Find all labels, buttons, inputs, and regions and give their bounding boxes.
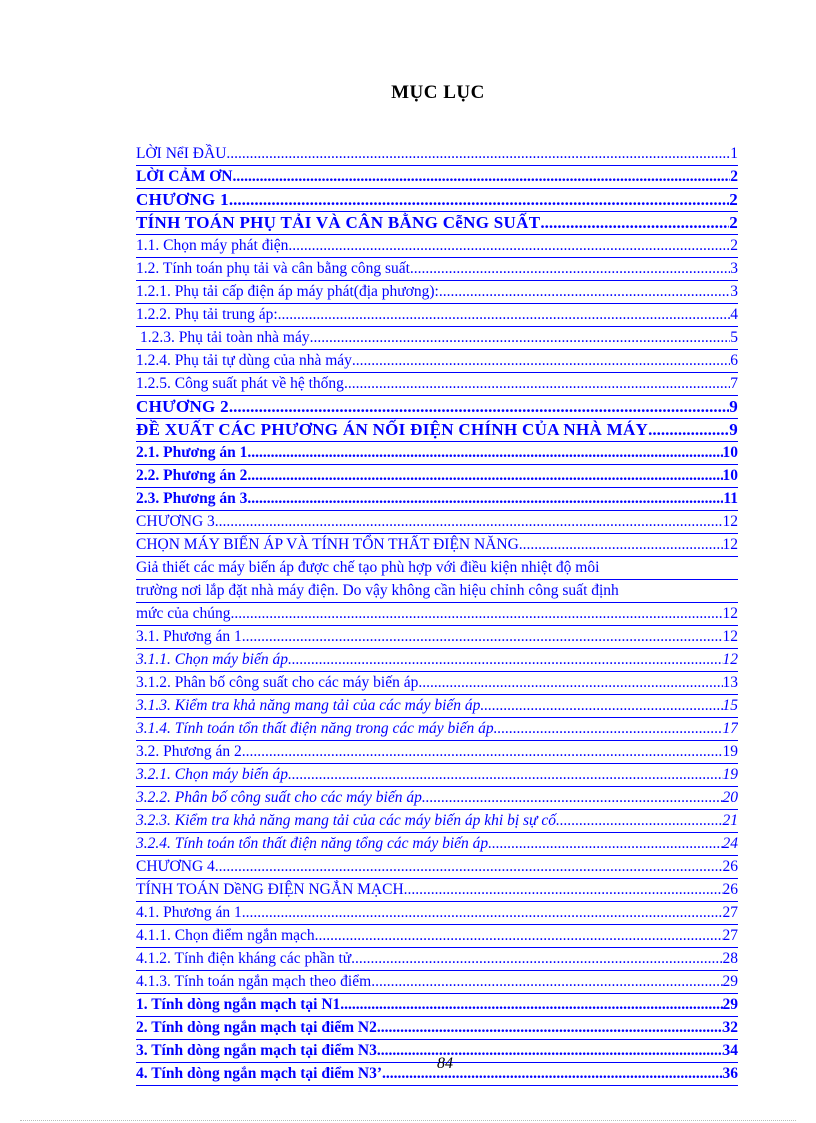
toc-entry-chapter-2-title[interactable] xyxy=(136,419,738,442)
page-title: MỤC LỤC xyxy=(391,82,485,103)
toc-label: CHƯƠNG 1 xyxy=(136,190,229,209)
toc-label: 3.1.1. Chọn máy biến áp xyxy=(136,651,288,668)
toc-leader xyxy=(422,787,723,809)
toc-leader xyxy=(229,189,729,211)
toc-page: 19 xyxy=(722,743,738,760)
paragraph-line-1: Giả thiết các máy biến áp được chế tạo phù hợp với điều kiện nhiệt độ môi xyxy=(136,557,738,580)
toc-leader xyxy=(371,971,722,993)
toc-label: mức của chúng. xyxy=(136,605,235,622)
toc-page: 27 xyxy=(722,927,738,944)
toc-page: 2 xyxy=(729,190,738,209)
toc-leader xyxy=(288,235,730,257)
toc-leader xyxy=(404,879,723,901)
toc-entry-2-1[interactable] xyxy=(136,442,738,465)
toc-leader xyxy=(480,695,722,717)
toc-leader xyxy=(648,419,729,441)
toc-label: 4.1.1. Chọn điểm ngắn mạch xyxy=(136,927,315,944)
toc-label: 3.1. Phương án 1 xyxy=(136,628,242,645)
toc-entry-chuong-1[interactable] xyxy=(136,189,738,212)
toc-page: 12 xyxy=(722,605,738,622)
toc-page: 2 xyxy=(730,237,738,254)
toc-label: CHƯƠNG 2 xyxy=(136,397,229,416)
toc-page: 12 xyxy=(722,651,738,668)
toc-page: 2 xyxy=(729,213,738,232)
paragraph-line-2: trường nơi lắp đặt nhà máy điện. Do vậy không cần hiệu chỉnh công suất định xyxy=(136,580,738,603)
toc-label: 4.1.2. Tính điện kháng các phần tử xyxy=(136,950,352,967)
toc-label: 4. Tính dòng ngắn mạch tại điểm N3’ xyxy=(136,1065,383,1082)
paragraph-line-3 xyxy=(136,603,738,626)
toc-leader xyxy=(351,948,722,970)
toc-leader xyxy=(242,741,723,763)
toc-page: 36 xyxy=(722,1065,738,1082)
toc-entry-chapter-3-title[interactable] xyxy=(136,534,738,557)
toc-leader xyxy=(215,511,723,533)
toc-entry-n2[interactable] xyxy=(136,1017,738,1040)
toc-page: 15 xyxy=(722,697,738,714)
toc-leader xyxy=(344,373,730,395)
toc-leader xyxy=(340,994,722,1016)
toc-page: 12 xyxy=(722,513,738,530)
toc-leader xyxy=(288,764,723,786)
toc-label: 2.3. Phương án 3 xyxy=(136,490,248,507)
toc-leader xyxy=(519,534,723,556)
toc-entry-assumption-paragraph[interactable] xyxy=(136,557,738,626)
toc-entry-4-1-3[interactable] xyxy=(136,971,738,994)
toc-entry-2-3[interactable] xyxy=(136,488,738,511)
toc-entry-loi-cam-on[interactable] xyxy=(136,166,738,189)
toc-label: CHƯƠNG 4 xyxy=(136,858,215,875)
toc-entry-4-1-1[interactable] xyxy=(136,925,738,948)
toc-leader xyxy=(247,488,723,510)
toc-label: 1. Tính dòng ngắn mạch tại N1 xyxy=(136,996,341,1013)
toc-page: 10 xyxy=(722,467,738,484)
toc-label: 1.2.3. Phụ tải toàn nhà máy xyxy=(140,329,310,346)
toc-leader xyxy=(288,649,723,671)
toc-label: 3.2. Phương án 2 xyxy=(136,743,242,760)
toc-label: CHƯƠNG 3 xyxy=(136,513,215,530)
toc-page: 12 xyxy=(722,536,738,553)
toc-leader xyxy=(215,856,723,878)
toc-page: 7 xyxy=(730,375,738,392)
page-bottom-divider xyxy=(20,1120,796,1121)
toc-label: 4.1.3. Tính toán ngắn mạch theo điểm xyxy=(136,973,372,990)
toc-leader xyxy=(488,833,722,855)
toc-entry-3-1[interactable] xyxy=(136,626,738,649)
toc-label: 2.1. Phương án 1 xyxy=(136,444,248,461)
toc-page: 3 xyxy=(730,283,738,300)
toc-leader xyxy=(226,143,730,165)
toc-leader xyxy=(234,603,722,625)
toc-page: 29 xyxy=(722,996,738,1013)
toc-page: 9 xyxy=(729,420,738,439)
toc-page: 26 xyxy=(722,881,738,898)
toc-entry-3-1-1[interactable] xyxy=(136,649,738,672)
toc-page: 5 xyxy=(730,329,738,346)
toc-label: 3.1.4. Tính toán tổn thất điện năng trong các máy biến áp xyxy=(136,720,494,737)
toc-entry-1-2-3[interactable] xyxy=(136,327,738,350)
toc-leader xyxy=(310,327,731,349)
toc-entry-2-2[interactable] xyxy=(136,465,738,488)
toc-page: 17 xyxy=(722,720,738,737)
toc-label: 1.2.1. Phụ tải cấp điện áp máy phát(địa phương): xyxy=(136,283,439,300)
toc-page: 27 xyxy=(722,904,738,921)
toc-entry-3-2-2[interactable] xyxy=(136,787,738,810)
toc-label: 1.2.2. Phụ tải trung áp: xyxy=(136,306,278,323)
toc-page: 11 xyxy=(723,490,738,507)
toc-entry-1-2-4[interactable] xyxy=(136,350,738,373)
toc-leader xyxy=(494,718,723,740)
toc-page: 9 xyxy=(729,397,738,416)
toc-label: TÍNH TOÁN PHỤ TẢI VÀ CÂN BẰNG CễNG SUẤT xyxy=(136,213,541,232)
toc-page: 20 xyxy=(722,789,738,806)
toc-label: 2. Tính dòng ngắn mạch tại điểm N2 xyxy=(136,1019,377,1036)
toc-entry-n1[interactable] xyxy=(136,994,738,1017)
toc-label: 1.2.4. Phụ tải tự dùng của nhà máy xyxy=(136,352,352,369)
toc-entry-chuong-3[interactable] xyxy=(136,511,738,534)
toc-leader xyxy=(247,442,722,464)
toc-entry-1-2-2[interactable] xyxy=(136,304,738,327)
toc-page: 6 xyxy=(730,352,738,369)
toc-entry-chuong-2[interactable] xyxy=(136,396,738,419)
toc-entry-chuong-4[interactable] xyxy=(136,856,738,879)
toc-label: TÍNH TOÁN DềNG ĐIỆN NGẮN MẠCH xyxy=(136,881,404,898)
page-number: 84 xyxy=(437,1055,453,1072)
toc-label: 2.2. Phương án 2 xyxy=(136,467,248,484)
toc-leader xyxy=(247,465,722,487)
toc-page: 19 xyxy=(722,766,738,783)
toc-entry-1-2-1[interactable] xyxy=(136,281,738,304)
toc-entry-chapter-4-title[interactable] xyxy=(136,879,738,902)
toc-entry-3-1-3[interactable] xyxy=(136,695,738,718)
toc-page: 24 xyxy=(722,835,738,852)
toc-page: 28 xyxy=(722,950,738,967)
toc-entry-3-2-1[interactable] xyxy=(136,764,738,787)
toc-leader xyxy=(278,304,731,326)
toc-label: 3.2.1. Chọn máy biến áp xyxy=(136,766,288,783)
toc-entry-4-1[interactable] xyxy=(136,902,738,925)
toc-entry-3-2-3[interactable] xyxy=(136,810,738,833)
toc-page: 26 xyxy=(722,858,738,875)
toc-label: LỜI NểI ĐẦU xyxy=(136,145,227,162)
toc-page: 2 xyxy=(730,168,738,185)
toc-page: 34 xyxy=(722,1042,738,1059)
toc-leader xyxy=(229,396,729,418)
toc-entry-3-2-4[interactable] xyxy=(136,833,738,856)
toc-entry-loi-noi-dau[interactable] xyxy=(136,143,738,166)
toc-leader xyxy=(352,350,730,372)
toc-leader xyxy=(418,672,722,694)
toc-page: 4 xyxy=(730,306,738,323)
toc-page: 10 xyxy=(722,444,738,461)
toc-page: 32 xyxy=(722,1019,738,1036)
toc-page: 1 xyxy=(730,145,738,162)
toc-label: LỜI CẢM ƠN xyxy=(136,168,233,185)
toc-label: CHỌN MÁY BIẾN ÁP VÀ TÍNH TỔN THẤT ĐIỆN NĂNG xyxy=(136,536,519,553)
toc-leader xyxy=(242,626,723,648)
toc-label: 3.2.3. Kiểm tra khả năng mang tải của các máy biến áp khi bị sự cố xyxy=(136,812,556,829)
toc-page: 21 xyxy=(722,812,738,829)
toc-label: 1.2.5. Công suất phát về hệ thống xyxy=(136,375,344,392)
toc-entry-1-2-5[interactable] xyxy=(136,373,738,396)
toc-label: 3.2.4. Tính toán tổn thất điện năng tổng các máy biến áp xyxy=(136,835,489,852)
toc-label: ĐỀ XUẤT CÁC PHƯƠNG ÁN NỐI ĐIỆN CHÍNH CỦA NHÀ MÁY xyxy=(136,420,649,439)
toc-page: 13 xyxy=(722,674,738,691)
toc-page: 3 xyxy=(730,260,738,277)
toc-leader xyxy=(556,810,723,832)
toc-entry-3-2[interactable] xyxy=(136,741,738,764)
toc-leader xyxy=(377,1017,723,1039)
toc-label: 3. Tính dòng ngắn mạch tại điểm N3 xyxy=(136,1042,377,1059)
toc-page: 29 xyxy=(722,973,738,990)
toc-leader xyxy=(540,212,729,234)
toc-page: 12 xyxy=(722,628,738,645)
toc-entry-4-1-2[interactable] xyxy=(136,948,738,971)
toc-leader xyxy=(232,166,730,188)
toc-label: 3.1.2. Phân bố công suất cho các máy biến áp xyxy=(136,674,419,691)
toc-label: 1.1. Chọn máy phát điện xyxy=(136,237,289,254)
toc-label: 3.1.3. Kiểm tra khả năng mang tải của các máy biến áp xyxy=(136,697,481,714)
toc-leader xyxy=(315,925,723,947)
toc-leader xyxy=(439,281,730,303)
toc-entry-3-1-2[interactable] xyxy=(136,672,738,695)
table-of-contents xyxy=(136,143,738,1086)
toc-label: 4.1. Phương án 1 xyxy=(136,904,242,921)
toc-label: 1.2. Tính toán phụ tải và cân bằng công suất xyxy=(136,260,410,277)
toc-entry-3-1-4[interactable] xyxy=(136,718,738,741)
toc-entry-chapter-1-title[interactable] xyxy=(136,212,738,235)
toc-leader xyxy=(410,258,730,280)
toc-entry-1-2[interactable] xyxy=(136,258,738,281)
toc-label: 3.2.2. Phân bố công suất cho các máy biến áp xyxy=(136,789,422,806)
toc-leader xyxy=(242,902,723,924)
toc-entry-1-1[interactable] xyxy=(136,235,738,258)
